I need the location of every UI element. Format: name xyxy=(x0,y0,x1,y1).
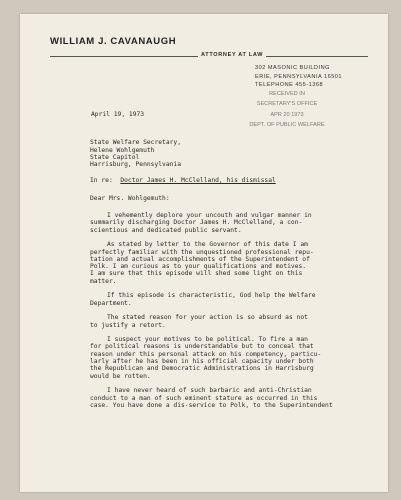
recipient-line: State Capitol xyxy=(90,153,140,161)
subject-text: Doctor James H. McClelland, his dismissal xyxy=(120,177,276,185)
paragraph-text: As stated by letter to the Governor of this date I am xyxy=(107,241,308,249)
subject-label: In re: xyxy=(90,177,113,185)
paragraph-line xyxy=(90,358,370,365)
letter-paragraph xyxy=(90,336,370,380)
letter-paragraph xyxy=(90,292,370,307)
paragraph-text: Polk. I am curious as to your qualifications and motives. xyxy=(90,263,307,271)
paragraph-text: the Republican and Democratic Administrations in Harrisburg xyxy=(90,365,314,373)
paragraph-line xyxy=(90,373,370,380)
paragraph-line xyxy=(90,322,370,329)
paragraph-line xyxy=(90,256,370,263)
recipient-line: State Welfare Secretary, xyxy=(90,139,181,147)
letter-paragraph xyxy=(90,241,370,285)
paragraph-text: If this episode is characteristic, God help the Welfare xyxy=(107,292,316,300)
paragraph-line xyxy=(90,249,370,256)
paragraph-text: I am sure that this episode will shed some light on this xyxy=(90,270,303,278)
letter-paragraph xyxy=(90,314,370,329)
attorney-title: ATTORNEY AT LAW xyxy=(198,52,266,58)
paragraph-text: for political reasons is understandable but to conceal that xyxy=(90,343,314,351)
paragraph-text: summarily discharging Doctor James H. McClelland, a con- xyxy=(90,219,303,227)
address-line: 302 MASONIC BUILDING xyxy=(255,65,330,71)
attorney-name: WILLIAM J. CAVANAUGH xyxy=(50,36,177,47)
paragraph-line xyxy=(90,263,370,270)
recipient-line: Helene Wohlgemuth xyxy=(90,146,155,154)
letterhead-address xyxy=(255,64,342,90)
paragraph-line xyxy=(90,387,370,394)
paragraph-line xyxy=(90,270,370,277)
paragraph-line xyxy=(90,402,370,409)
letter-paragraphs xyxy=(90,212,370,409)
paragraph-line xyxy=(90,241,370,248)
paragraph-line xyxy=(90,212,370,219)
paragraph-text: matter. xyxy=(90,277,117,285)
paragraph-line xyxy=(90,365,370,372)
stamp-line: APR 20 1973 xyxy=(270,111,304,118)
paragraph-text: Department. xyxy=(90,299,132,307)
salutation: Dear Mrs. Wohlgemuth: xyxy=(90,194,170,202)
paragraph-line xyxy=(90,336,370,343)
paragraph-line xyxy=(90,219,370,226)
stamp-line: RECEIVED IN xyxy=(269,91,305,97)
paragraph-text: perfectly familiar with the unquestioned professional repu- xyxy=(90,248,314,256)
paragraph-line xyxy=(90,278,370,285)
paragraph-line xyxy=(90,351,370,358)
paragraph-line xyxy=(90,227,370,234)
paragraph-text: I suspect your motives to be political. To fire a man xyxy=(107,336,308,344)
subject-line xyxy=(90,177,370,184)
stamp-line: DEPT. OF PUBLIC WELFARE xyxy=(249,121,325,128)
paragraph-text: to justify a retort. xyxy=(90,321,166,329)
letter-paragraph xyxy=(90,212,370,234)
address-line: TELEPHONE 455-1368 xyxy=(255,82,324,89)
paragraph-text: would be rotten. xyxy=(90,372,151,380)
recipient-line: Harrisburg, Pennsylvania xyxy=(90,161,181,169)
paragraph-text: I have never heard of such barbaric and anti-Christian xyxy=(107,387,312,395)
address-line: ERIE, PENNSYLVANIA 16501 xyxy=(255,73,343,80)
paragraph-line xyxy=(90,314,370,321)
paragraph-text: larly after he has been in his official capacity under both xyxy=(90,358,314,366)
stamp-line: SECRETARY'S OFFICE xyxy=(256,101,318,108)
paragraph-line xyxy=(90,343,370,350)
paragraph-line xyxy=(90,300,370,307)
paragraph-line xyxy=(90,292,370,299)
paragraph-text: scientious and dedicated public servant. xyxy=(90,226,242,234)
recipient-block xyxy=(90,139,370,168)
letter-date: April 19, 1973 xyxy=(91,111,145,118)
paragraph-text: tation and actual accomplishments of the Superintendent of xyxy=(90,255,310,263)
letter-paragraph xyxy=(90,387,370,409)
paragraph-line xyxy=(90,395,370,402)
paragraph-text: case. You have done a dis-service to Polk, to the Superintendent xyxy=(90,401,333,409)
paragraph-text: The stated reason for your action is so absurd as not xyxy=(107,314,308,322)
letter-page xyxy=(20,14,388,492)
paragraph-text: I vehemently deplore your uncouth and vulgar manner in xyxy=(107,212,312,220)
letter-body xyxy=(90,111,370,416)
paragraph-text: reason under this personal attack on his competency, particu- xyxy=(90,350,322,358)
paragraph-text: conduct to a man of such eminent stature as occurred in this xyxy=(90,394,318,402)
